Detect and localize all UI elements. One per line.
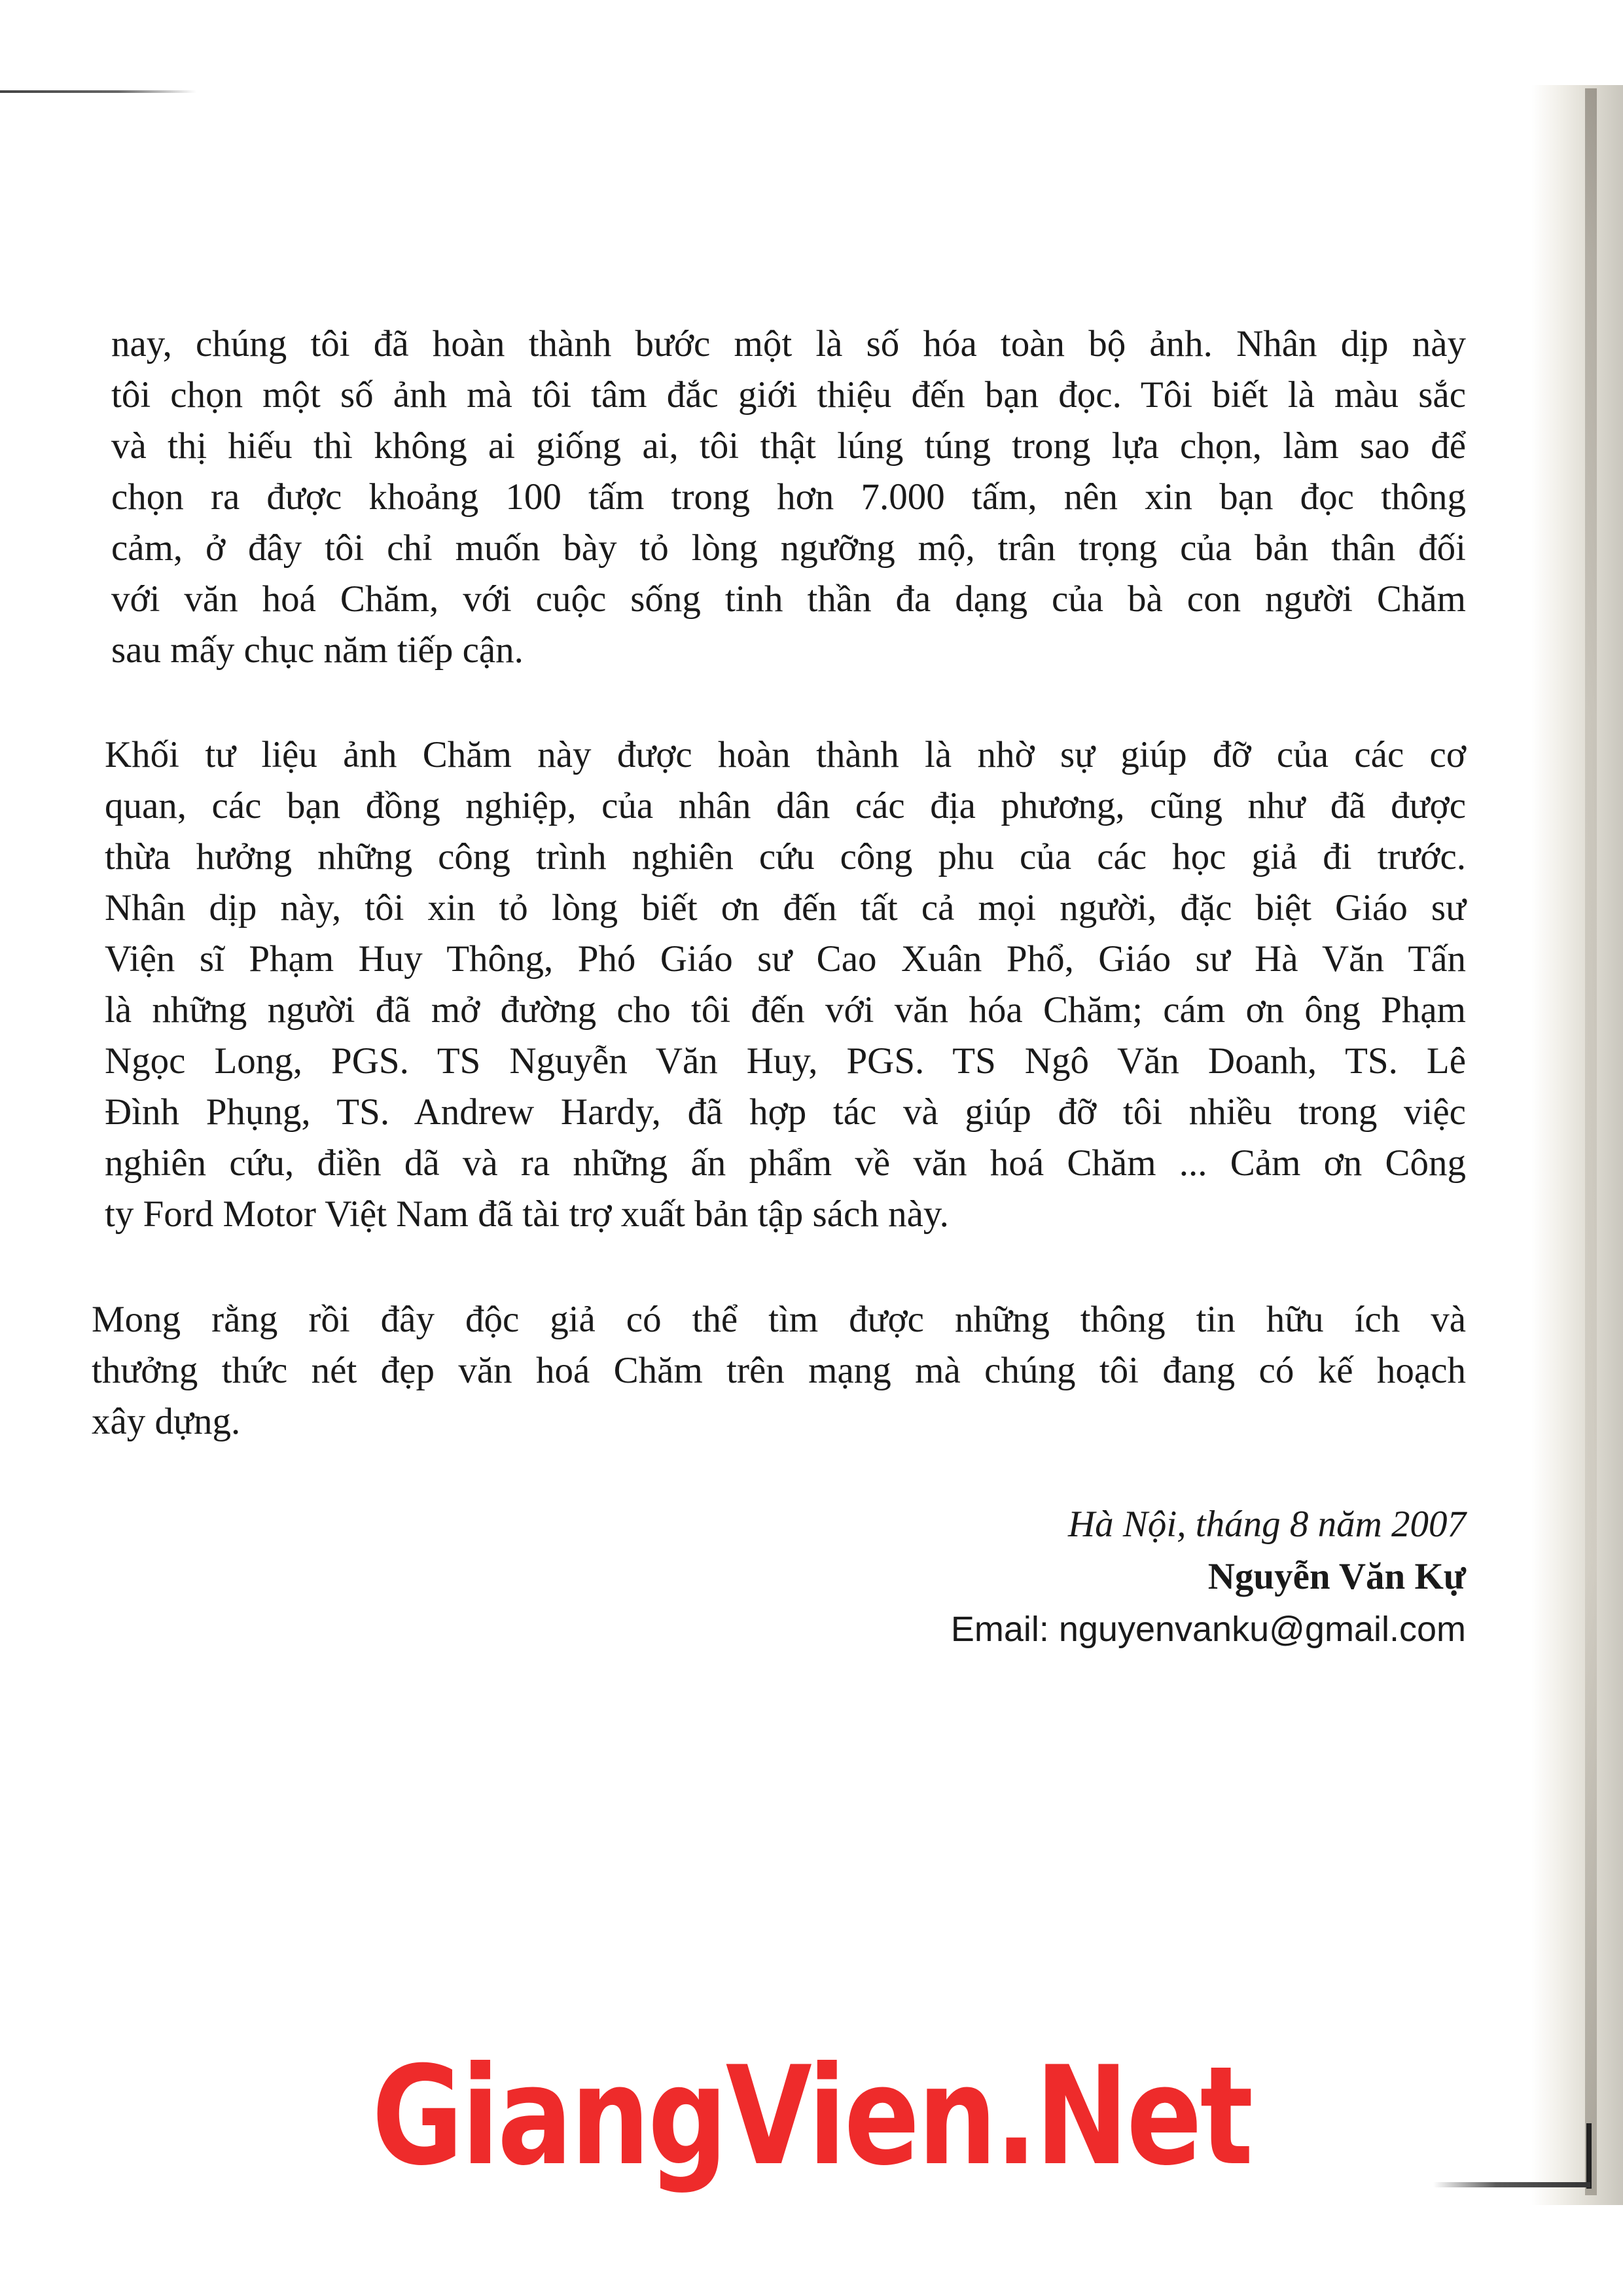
text-line: Viện sĩ Phạm Huy Thông, Phó Giáo sư Cao Xuân Phổ, Giáo sư Hà Văn Tấn [105,938,1466,980]
author-name: Nguyễn Văn Kự [1207,1556,1466,1597]
text-line: Nhân dịp này, tôi xin tỏ lòng biết ơn đến tất cả mọi người, đặc biệt Giáo sư [105,887,1466,928]
place-date: Hà Nội, tháng 8 năm 2007 [1067,1504,1466,1545]
text-line: ty Ford Motor Việt Nam đã tài trợ xuất bản tập sách này. [105,1193,949,1235]
text-line: xây dựng. [92,1401,241,1442]
author-email: Email: nguyenvanku@gmail.com [950,1610,1466,1649]
text-line: tôi chọn một số ảnh mà tôi tâm đắc giới thiệu đến bạn đọc. Tôi biết là màu sắc [111,374,1466,415]
text-line: Khối tư liệu ảnh Chăm này được hoàn thành là nhờ sự giúp đỡ của các cơ [105,734,1466,775]
signature-block [951,1498,1466,1655]
text-line: thưởng thức nét đẹp văn hoá Chăm trên mạng mà chúng tôi đang có kế hoạch [92,1350,1466,1391]
text-line: quan, các bạn đồng nghiệp, của nhân dân các địa phương, cũng như đã được [105,785,1466,826]
text-line: là những người đã mở đường cho tôi đến với văn hóa Chăm; cám ơn ông Phạm [105,989,1466,1031]
text-line: thừa hưởng những công trình nghiên cứu công phu của các học giả đi trước. [105,836,1466,877]
text-line: cảm, ở đây tôi chỉ muốn bày tỏ lòng ngưỡng mộ, trân trọng của bản thân đối [111,527,1466,569]
text-line: Ngọc Long, PGS. TS Nguyễn Văn Huy, PGS. TS Ngô Văn Doanh, TS. Lê [105,1040,1466,1082]
text-line: Đình Phụng, TS. Andrew Hardy, đã hợp tác và giúp đỡ tôi nhiều trong việc [105,1091,1466,1133]
text-line: Mong rằng rồi đây độc giả có thể tìm được những thông tin hữu ích và [92,1299,1466,1340]
text-line: với văn hoá Chăm, với cuộc sống tinh thần đa dạng của bà con người Chăm [111,578,1466,620]
text-line: và thị hiếu thì không ai giống ai, tôi thật lúng túng trong lựa chọn, làm sao để [111,425,1466,467]
text-line: nay, chúng tôi đã hoàn thành bước một là số hóa toàn bộ ảnh. Nhân dịp này [111,323,1466,364]
watermark-text: GiangVien.Net [372,2038,1251,2196]
text-line: sau mấy chục năm tiếp cận. [111,629,524,671]
paragraph-2 [105,730,1466,1240]
paragraph-3 [92,1294,1466,1447]
paragraph-1 [111,319,1466,676]
text-line: nghiên cứu, điền dã và ra những ấn phẩm về văn hoá Chăm ... Cảm ơn Công [105,1142,1466,1184]
text-line: chọn ra được khoảng 100 tấm trong hơn 7.000 tấm, nên xin bạn đọc thông [111,476,1466,518]
